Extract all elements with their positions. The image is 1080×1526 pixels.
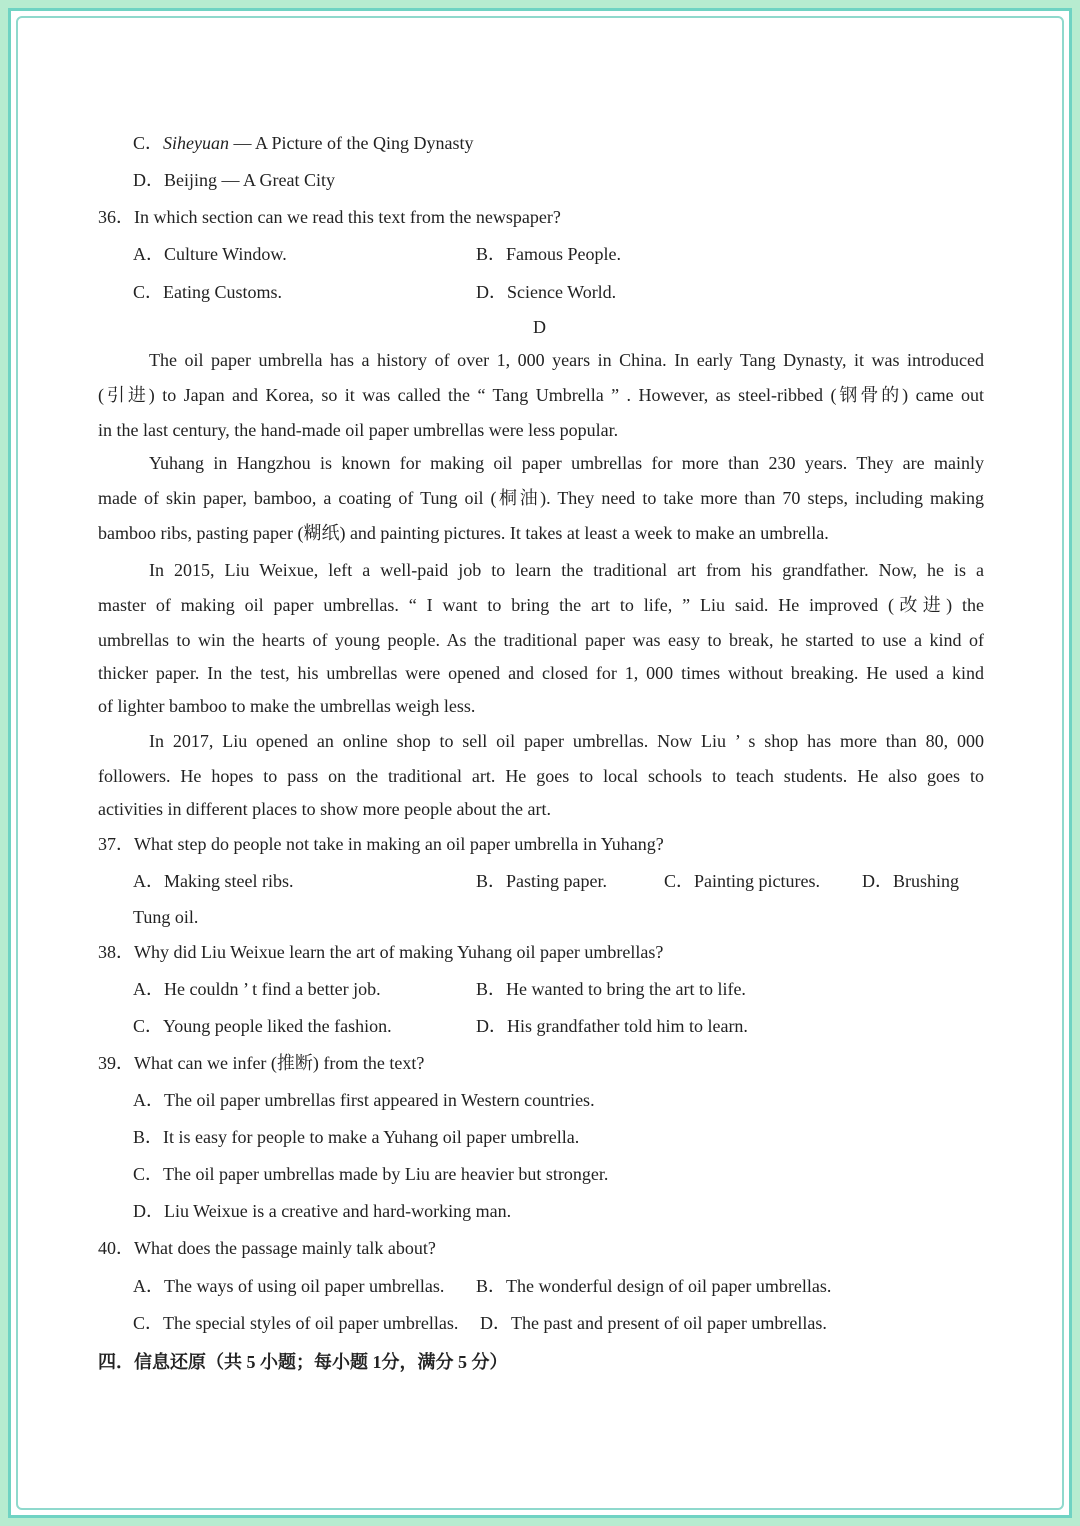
passage-paragraph-2 xyxy=(98,452,984,557)
paragraph-line: Yuhang in Hangzhou is known for making oil paper umbrellas for more than 230 years. They are mainly xyxy=(149,453,984,473)
q38-option-c: C．Young people liked the fashion. xyxy=(133,1016,392,1036)
q38-option-d: D．His grandfather told him to learn. xyxy=(476,1016,748,1036)
q35-option-c: C．Siheyuan — A Picture of the Qing Dynasty xyxy=(133,133,474,153)
paragraph-line: In 2017, Liu opened an online shop to sell oil paper umbrellas. Now Liu ’ s shop has more than 80, 000 xyxy=(149,731,984,751)
paragraph-line: followers. He hopes to pass on the traditional art. He goes to local schools to teach students. He also goes to xyxy=(98,766,984,786)
q37-option-d-continued: Tung oil. xyxy=(133,907,199,927)
q37-option-d: D．Brushing xyxy=(862,871,960,891)
passage-label: D xyxy=(533,317,546,337)
paragraph-line: bamboo ribs, pasting paper (糊纸) and painting pictures. It takes at least a week to make an umbrella. xyxy=(98,523,829,543)
q36-option-d: D．Science World. xyxy=(476,282,617,302)
q40-stem: 40．What does the passage mainly talk about? xyxy=(98,1238,436,1258)
q37-option-a: A．Making steel ribs. xyxy=(133,871,294,891)
paragraph-line: (引进) to Japan and Korea, so it was called the “ Tang Umbrella ” . However, as steel-ribbed (钢骨的) came out xyxy=(98,385,984,405)
q39-stem: 39．What can we infer (推断) from the text? xyxy=(98,1053,425,1073)
q36-option-a: A．Culture Window. xyxy=(133,244,287,264)
paragraph-line: activities in different places to show more people about the art. xyxy=(98,799,552,819)
paragraph-line: The oil paper umbrella has a history of over 1, 000 years in China. In early Tang Dynasty, it was introduced xyxy=(149,350,984,370)
q39-option-a: A．The oil paper umbrellas first appeared in Western countries. xyxy=(133,1090,595,1110)
q40-option-b: B．The wonderful design of oil paper umbrellas. xyxy=(476,1276,832,1296)
q36-stem: 36．In which section can we read this text from the newspaper? xyxy=(98,207,561,227)
q40-option-d: D．The past and present of oil paper umbrellas. xyxy=(480,1313,827,1333)
q38-stem: 38．Why did Liu Weixue learn the art of making Yuhang oil paper umbrellas? xyxy=(98,942,664,962)
paragraph-line: umbrellas to win the hearts of young people. As the traditional paper was easy to break, he started to use a kind of xyxy=(98,630,984,650)
q38-option-b: B．He wanted to bring the art to life. xyxy=(476,979,746,999)
q37-option-c: C．Painting pictures. xyxy=(664,871,820,891)
paragraph-line: thicker paper. In the test, his umbrellas were opened and closed for 1, 000 times without breaking. He used a kind xyxy=(98,663,984,683)
q37-stem: 37．What step do people not take in making an oil paper umbrella in Yuhang? xyxy=(98,834,664,854)
paragraph-line: master of making oil paper umbrellas. “ I want to bring the art to life, ” Liu said. He improved (改进) the xyxy=(98,595,984,615)
passage-paragraph-1 xyxy=(98,349,984,454)
q39-option-c: C．The oil paper umbrellas made by Liu are heavier but stronger. xyxy=(133,1164,609,1184)
passage-paragraph-3 xyxy=(98,559,984,730)
q39-option-d: D．Liu Weixue is a creative and hard-working man. xyxy=(133,1201,512,1221)
paragraph-line: in the last century, the hand-made oil paper umbrellas were less popular. xyxy=(98,420,619,440)
passage-paragraph-4 xyxy=(98,730,984,833)
section-4-heading: 四．信息还原（共 5 小题；每小题 1分，满分 5 分） xyxy=(98,1352,508,1372)
q40-option-a: A．The ways of using oil paper umbrellas. xyxy=(133,1276,445,1296)
paragraph-line: of lighter bamboo to make the umbrellas weigh less. xyxy=(98,696,476,716)
q36-option-b: B．Famous People. xyxy=(476,244,622,264)
q36-option-c: C．Eating Customs. xyxy=(133,282,283,302)
q38-option-a: A．He couldn ’ t find a better job. xyxy=(133,979,381,999)
paragraph-line: In 2015, Liu Weixue, left a well-paid job to learn the traditional art from his grandfather. Now, he is a xyxy=(149,560,984,580)
q35-option-d: D．Beijing — A Great City xyxy=(133,170,335,190)
q39-option-b: B．It is easy for people to make a Yuhang oil paper umbrella. xyxy=(133,1127,580,1147)
q37-option-b: B．Pasting paper. xyxy=(476,871,607,891)
paragraph-line: made of skin paper, bamboo, a coating of Tung oil (桐油). They need to take more than 70 steps, including making xyxy=(98,488,984,508)
q40-option-c: C．The special styles of oil paper umbrellas. xyxy=(133,1313,459,1333)
